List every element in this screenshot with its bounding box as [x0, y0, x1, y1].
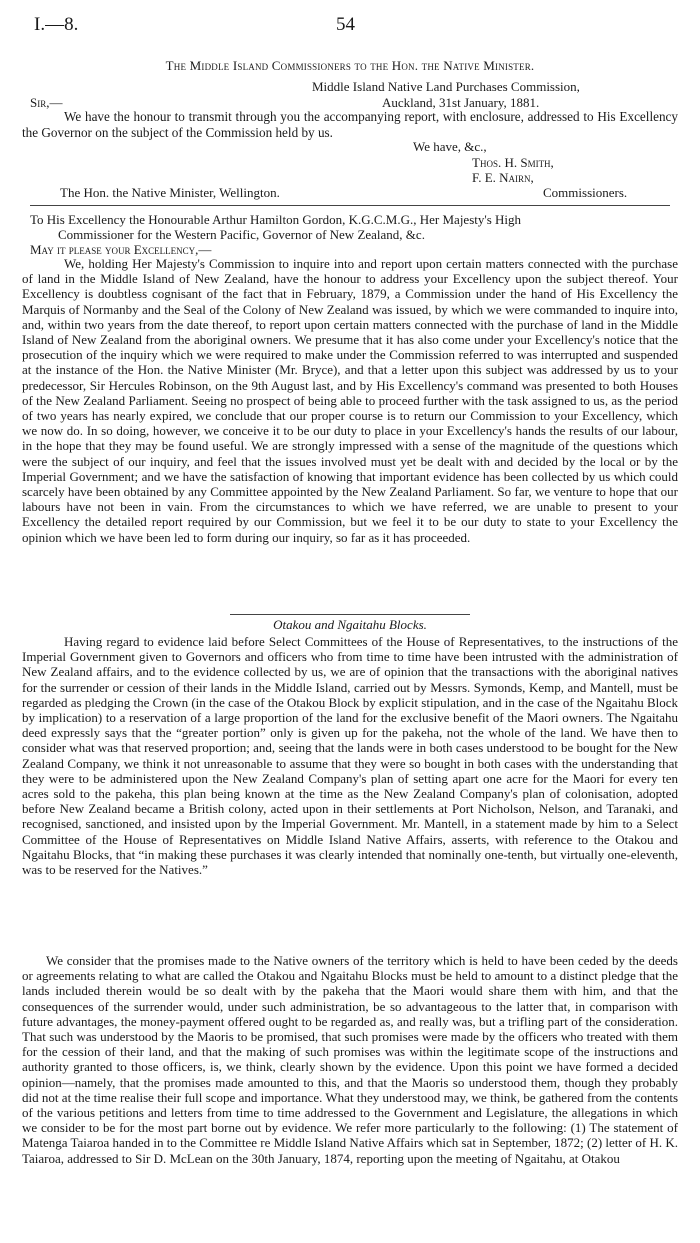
- letter-closing: We have, &c.,: [413, 139, 487, 154]
- section-rule: [230, 614, 470, 615]
- report-address-line1: To His Excellency the Honourable Arthur Hamilton Gordon, K.G.C.M.G., Her Majesty's High: [30, 212, 522, 227]
- letter-title: The Middle Island Commissioners to the Hon. the Native Minister.: [165, 58, 535, 73]
- report-salutation: May it please your Excellency,—: [30, 242, 212, 257]
- letter-address-line2: Auckland, 31st January, 1881.: [382, 95, 540, 110]
- section-paragraph-2: We consider that the promises made to the Native owners of the territory which is held to have been ceded by the deeds or agreements relating to what are called the Otakou and Ngaitahu Blocks must be held to amount to a distinct pledge that the lands included therein would be so dealt with by the pakeha that the Maori would share them with him, and that the consequences of the surrender would, under such administration, be so advantageous to the latter that, in comparison with future advantages, the money-payment offered ought to be regarded as, and really was, but a trifling part of the consideration. That such was understood by the Maoris to be promised, that such promises were made by the officers who treated with them for the cession of their land, and that the making of such promises was within the legitimate scope of the instructions and authority granted to those officers, is, we think, clearly shown by the evidence. Upon this point we have formed a decided opinion—namely, that the promises made amounted to this, and that the Maoris so understood them, though they probably did not at the time realise their full scope and importance. What they understood may, we think, be gathered from the contents of the various petitions and letters from time to time addressed to the Government and Legislature, the allegations in which we consider to be for the most part borne out by evidence. We refer more particularly to the following: (1) The statement of Matenga Taiaroa handed in to the Committee re Middle Island Native Affairs which sat in September, 1872; (2) letter of H. K. Taiaroa, addressed to Sir D. McLean on the 30th January, 1874, reporting upon the meeting of Ngaitahu, at Otakou: [22, 953, 678, 1166]
- signer-role: Commissioners.: [543, 185, 628, 200]
- page-number: 54: [336, 14, 355, 35]
- signer-smith: Thos. H. Smith,: [472, 155, 554, 170]
- report-body: We, holding Her Majesty's Commission to inquire into and report upon certain matters connected with the purchase of land in the Middle Island of New Zealand, have the honour to address your Excellency upon the subject thereof. Your Excellency is doubtless cognisant of the fact that in February, 1879, a Commission under the hand of His Excellency the Marquis of Normanby and the Seal of the Colony of New Zealand was issued, by which we were commanded to inquire into, and, within two years from the date thereof, to report upon certain matters connected with the purchase of land in the Middle Island of New Zealand from the aboriginal owners. We presume that it has also come under your Excellency's notice that the prosecution of the inquiry which we were required to make under the Commission referred to was interrupted and suspended at the instance of the Hon. the Native Minister (Mr. Bryce), and that a letter upon this subject was addressed by us to your predecessor, Sir Hercules Robinson, on the 9th August last, and by His Excellency's command was presented to both Houses of the New Zealand Parliament. Seeing no prospect of being able to proceed further with the task assigned to us, as the period of two years has nearly expired, we conclude that our proper course is to return our Commission to your Excellency, which we now do. In so doing, however, we conceive it to be our duty to place in your Excellency's hands the results of our labour, in the hope that they may be found useful. We are strongly impressed with a sense of the magnitude of the questions which were the subject of our inquiry, and feel that the issues involved must yet be dealt with and decided by the local or by the Imperial Government; and we have the satisfaction of knowing that important evidence has been collected by us which could scarcely have been obtained by any Committee appointed by the New Zealand Parliament. So far, we venture to hope that our labours have not been in vain. From the circumstances to which we have referred, we are unable to present to your Excellency the detailed report required by our Commission, but we feel it to be our duty to state to your Excellency the opinion which we have been led to form during our inquiry, so far as it has proceeded.: [22, 256, 678, 545]
- section-paragraph-1: Having regard to evidence laid before Select Committees of the House of Representatives, to the instructions of the Imperial Government given to Governors and officers who from time to time have been intrusted with the administration of New Zealand affairs, and to the evidence collected by us, we are of opinion that the transactions with the aboriginal natives for the surrender or cession of their lands in the Middle Island, carried out by Messrs. Symonds, Kemp, and Mantell, must be regarded as pledging the Crown (in the case of the Otakou Block by explicit stipulation, and in the case of the Ngaitahu Block by implication) to a reservation of a large proportion of the land for the exclusive benefit of the Maori owners. The Ngaitahu deed expressly says that the “greater portion” only is given up for the pakeha, not the whole of the land. We have then to consider what was that reserved proportion; and, seeing that the lands were in both cases understood to be bought for the New Zealand Company, we think it not unreasonable to assume that they were so bought in both cases with the understanding that they were to be administered upon the New Zealand Company's plan of setting apart one acre for the Maori for every ten acres sold to the pakeha, this plan being known at the time as the New Zealand Company's plan of colonisation, adopted before New Zealand became a British colony, acted upon in their settlements at Port Nicholson, Nelson, and Taranaki, and recognised, sanctioned, and insisted upon by the Imperial Government. Mr. Mantell, in a statement made by him to a Select Committee of the House of Representatives on Middle Island Native Affairs, asserts, with reference to the Otakou and Ngaitahu Blocks, that “in making these purchases it was clearly intended that nominally one-tenth, but virtually one-eleventh, was to be reserved for the Natives.”: [22, 634, 678, 878]
- section-heading: Otakou and Ngaitahu Blocks.: [273, 617, 427, 632]
- series-number: I.—8.: [34, 14, 79, 35]
- signer-nairn: F. E. Nairn,: [472, 170, 534, 185]
- divider-rule: [30, 205, 670, 206]
- letter-address-line1: Middle Island Native Land Purchases Commission,: [312, 79, 580, 94]
- letter-addressee: The Hon. the Native Minister, Wellington.: [60, 185, 280, 200]
- letter-body: We have the honour to transmit through you the accompanying report, with enclosure, addressed to His Excellency the Governor on the subject of the Commission held by us.: [22, 109, 678, 140]
- report-address-line2: Commissioner for the Western Pacific, Governor of New Zealand, &c.: [58, 227, 425, 242]
- letter-salutation: Sir,—: [30, 95, 63, 110]
